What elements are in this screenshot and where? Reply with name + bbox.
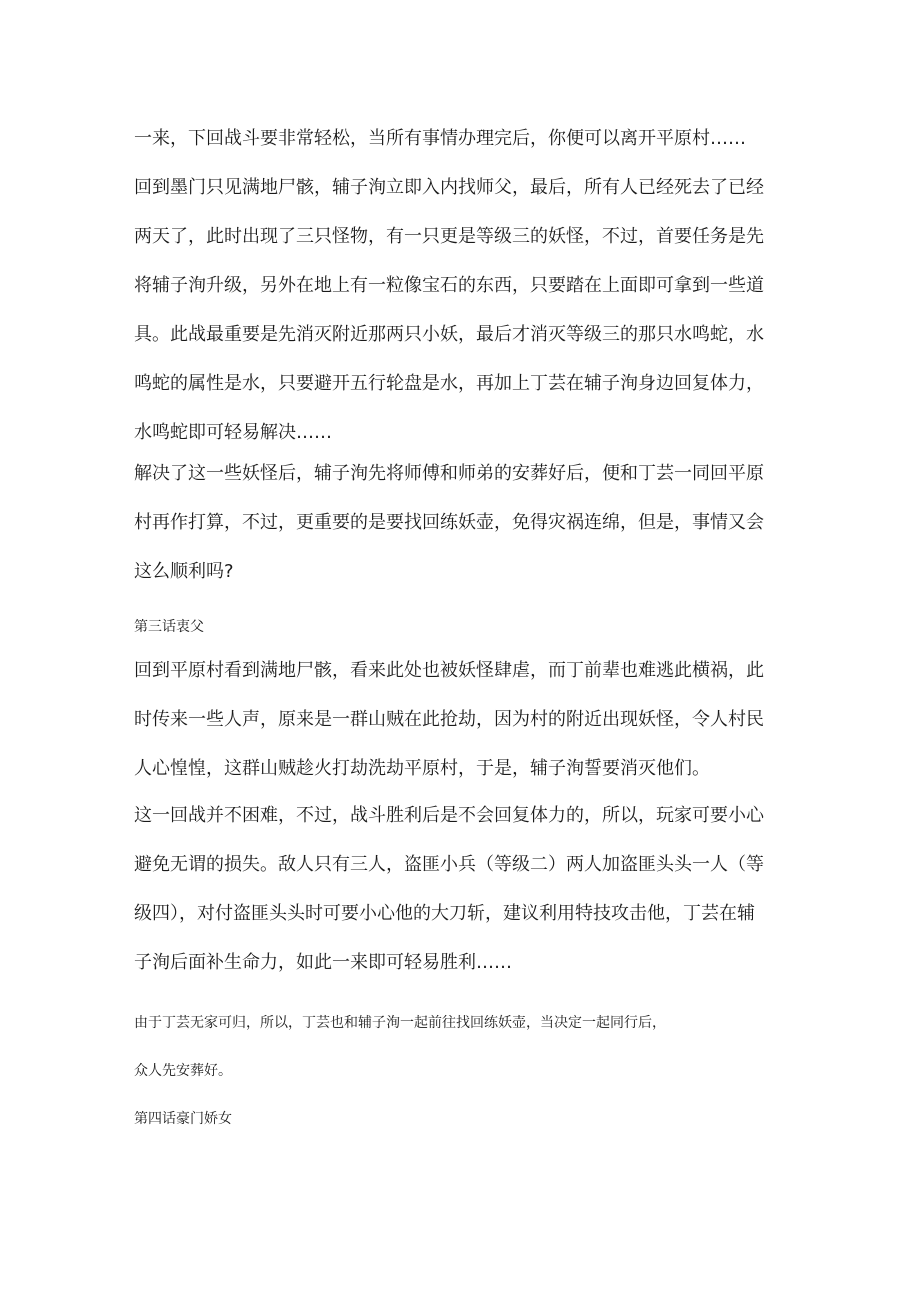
paragraph-line: 回到墨门只见满地尸骸，辅子洵立即入内找师父，最后，所有人已经死去了已经: [134, 177, 764, 198]
paragraph-line: 回到平原村看到满地尸骸，看来此处也被妖怪肆虐，而丁前辈也难逃此横祸，此: [134, 660, 764, 681]
chapter-3-heading: 第三话衷父: [134, 619, 204, 635]
paragraph-line: 一来，下回战斗要非常轻松，当所有事情办理完后，你便可以离开平原村……: [134, 128, 746, 149]
paragraph-line: 子洵后面补生命力，如此一来即可轻易胜利……: [134, 952, 512, 973]
note-line: 众人先安葬好。: [134, 1063, 232, 1079]
paragraph-3: [134, 449, 786, 596]
paragraph-line: 水鸣蛇即可轻易解决……: [134, 422, 332, 443]
chapter-4-heading: 第四话豪门娇女: [134, 1111, 232, 1127]
paragraph-line: 村再作打算，不过，更重要的是要找回练妖壶，免得灾祸连绵，但是，事情又会: [134, 512, 764, 533]
paragraph-2: [134, 163, 786, 457]
paragraph-line: 解决了这一些妖怪后，辅子洵先将师傅和师弟的安葬好后，便和丁芸一同回平原: [134, 463, 764, 484]
paragraph-line: 人心惶惶，这群山贼趁火打劫洗劫平原村，于是，辅子洵誓要消灭他们。: [134, 758, 710, 779]
paragraph-line: 时传来一些人声，原来是一群山贼在此抢劫，因为村的附近出现妖怪，令人村民: [134, 709, 764, 730]
paragraph-1: [134, 114, 786, 163]
paragraph-line: 避免无谓的损失。敌人只有三人，盗匪小兵（等级二）两人加盗匪头头一人（等: [134, 854, 764, 875]
paragraph-line: 这么顺利吗?: [134, 561, 234, 582]
paragraph-line: 两天了，此时出现了三只怪物，有一只更是等级三的妖怪，不过，首要任务是先: [134, 226, 764, 247]
paragraph-line: 这一回战并不困难，不过，战斗胜利后是不会回复体力的，所以，玩家可要小心: [134, 805, 764, 826]
paragraph-line: 鸣蛇的属性是水，只要避开五行轮盘是水，再加上丁芸在辅子洵身边回复体力，: [134, 373, 764, 394]
paragraph-line: 级四），对付盗匪头头时可要小心他的大刀斩，建议利用特技攻击他，丁芸在辅: [134, 903, 755, 924]
paragraph-line: 将辅子洵升级，另外在地上有一粒像宝石的东西，只要踏在上面即可拿到一些道: [134, 275, 764, 296]
paragraph-4: [134, 646, 786, 793]
paragraph-line: 具。此战最重要是先消灭附近那两只小妖，最后才消灭等级三的那只水鸣蛇，水: [134, 324, 764, 345]
paragraph-5: [134, 791, 786, 987]
note-line: 由于丁芸无家可归，所以，丁芸也和辅子洵一起前往找回练妖壶，当决定一起同行后，: [134, 1015, 666, 1031]
